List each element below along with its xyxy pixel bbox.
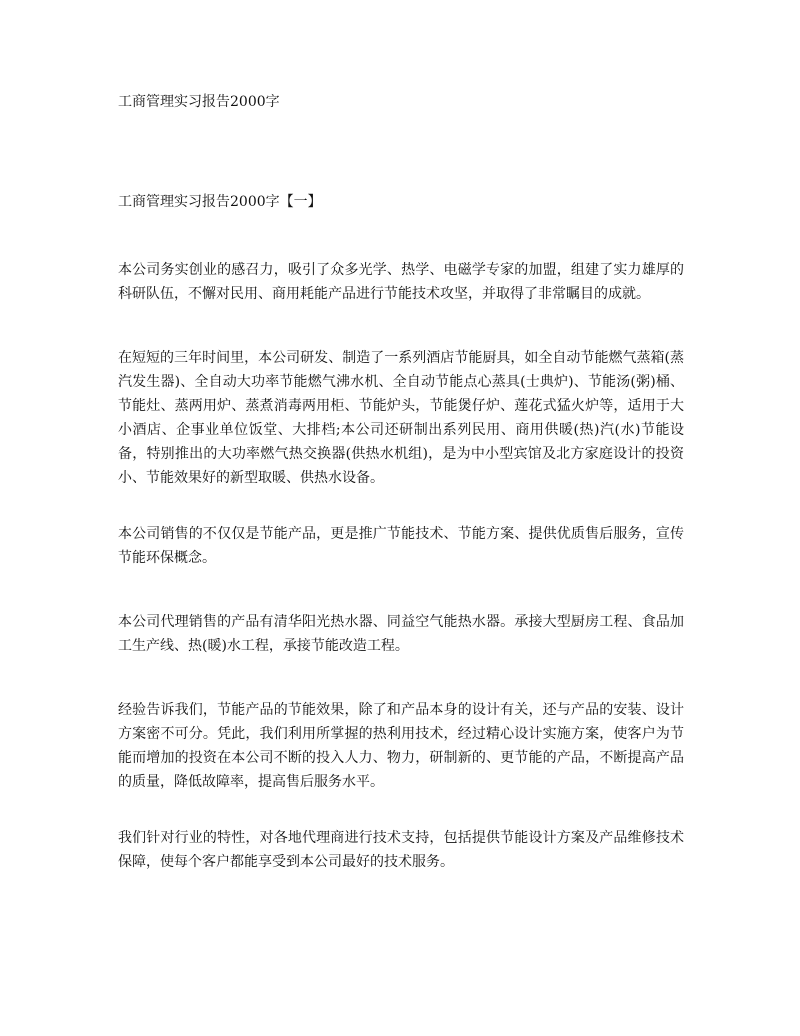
paragraph: 本公司代理销售的产品有清华阳光热水器、同益空气能热水器。承接大型厨房工程、食品加工生产线、热(暖)水工程，承接节能改造工程。 <box>118 614 684 654</box>
document-title: 工商管理实习报告2000字 <box>118 94 280 110</box>
paragraph: 经验告诉我们，节能产品的节能效果，除了和产品本身的设计有关，还与产品的安装、设计方案密不可分。凭此，我们利用所掌握的热利用技术，经过精心设计实施方案，使客户为节能而增加的投资在本公司不断的投入人力、物力，研制新的、更节能的产品，不断提高产品的质量，降低故障率，提高售后服务水平。 <box>118 702 684 790</box>
paragraph: 在短短的三年时间里，本公司研发、制造了一系列酒店节能厨具，如全自动节能燃气蒸箱(蒸汽发生器)、全自动大功率节能燃气沸水机、全自动节能点心蒸具(士典炉)、节能汤(粥)桶、节能灶、蒸两用炉、蒸煮消毒两用柜、节能炉头，节能煲仔炉、莲花式猛火炉等，适用于大小酒店、企事业单位饭堂、大排档;本公司还研制出系列民用、商用供暖(热)汽(水)节能设备，特别推出的大功率燃气热交换器(供热水机组)，是为中小型宾馆及北方家庭设计的投资小、节能效果好的新型取暖、供热水设备。 <box>118 350 684 486</box>
paragraph: 我们针对行业的特性，对各地代理商进行技术支持，包括提供节能设计方案及产品维修技术保障，使每个客户都能享受到本公司最好的技术服务。 <box>118 830 684 870</box>
paragraph: 本公司销售的不仅仅是节能产品，更是推广节能技术、节能方案、提供优质售后服务，宣传节能环保概念。 <box>118 526 684 566</box>
paragraph: 本公司务实创业的感召力，吸引了众多光学、热学、电磁学专家的加盟，组建了实力雄厚的科研队伍，不懈对民用、商用耗能产品进行节能技术攻坚，并取得了非常瞩目的成就。 <box>118 262 684 302</box>
section-heading: 工商管理实习报告2000字【一】 <box>118 194 322 210</box>
